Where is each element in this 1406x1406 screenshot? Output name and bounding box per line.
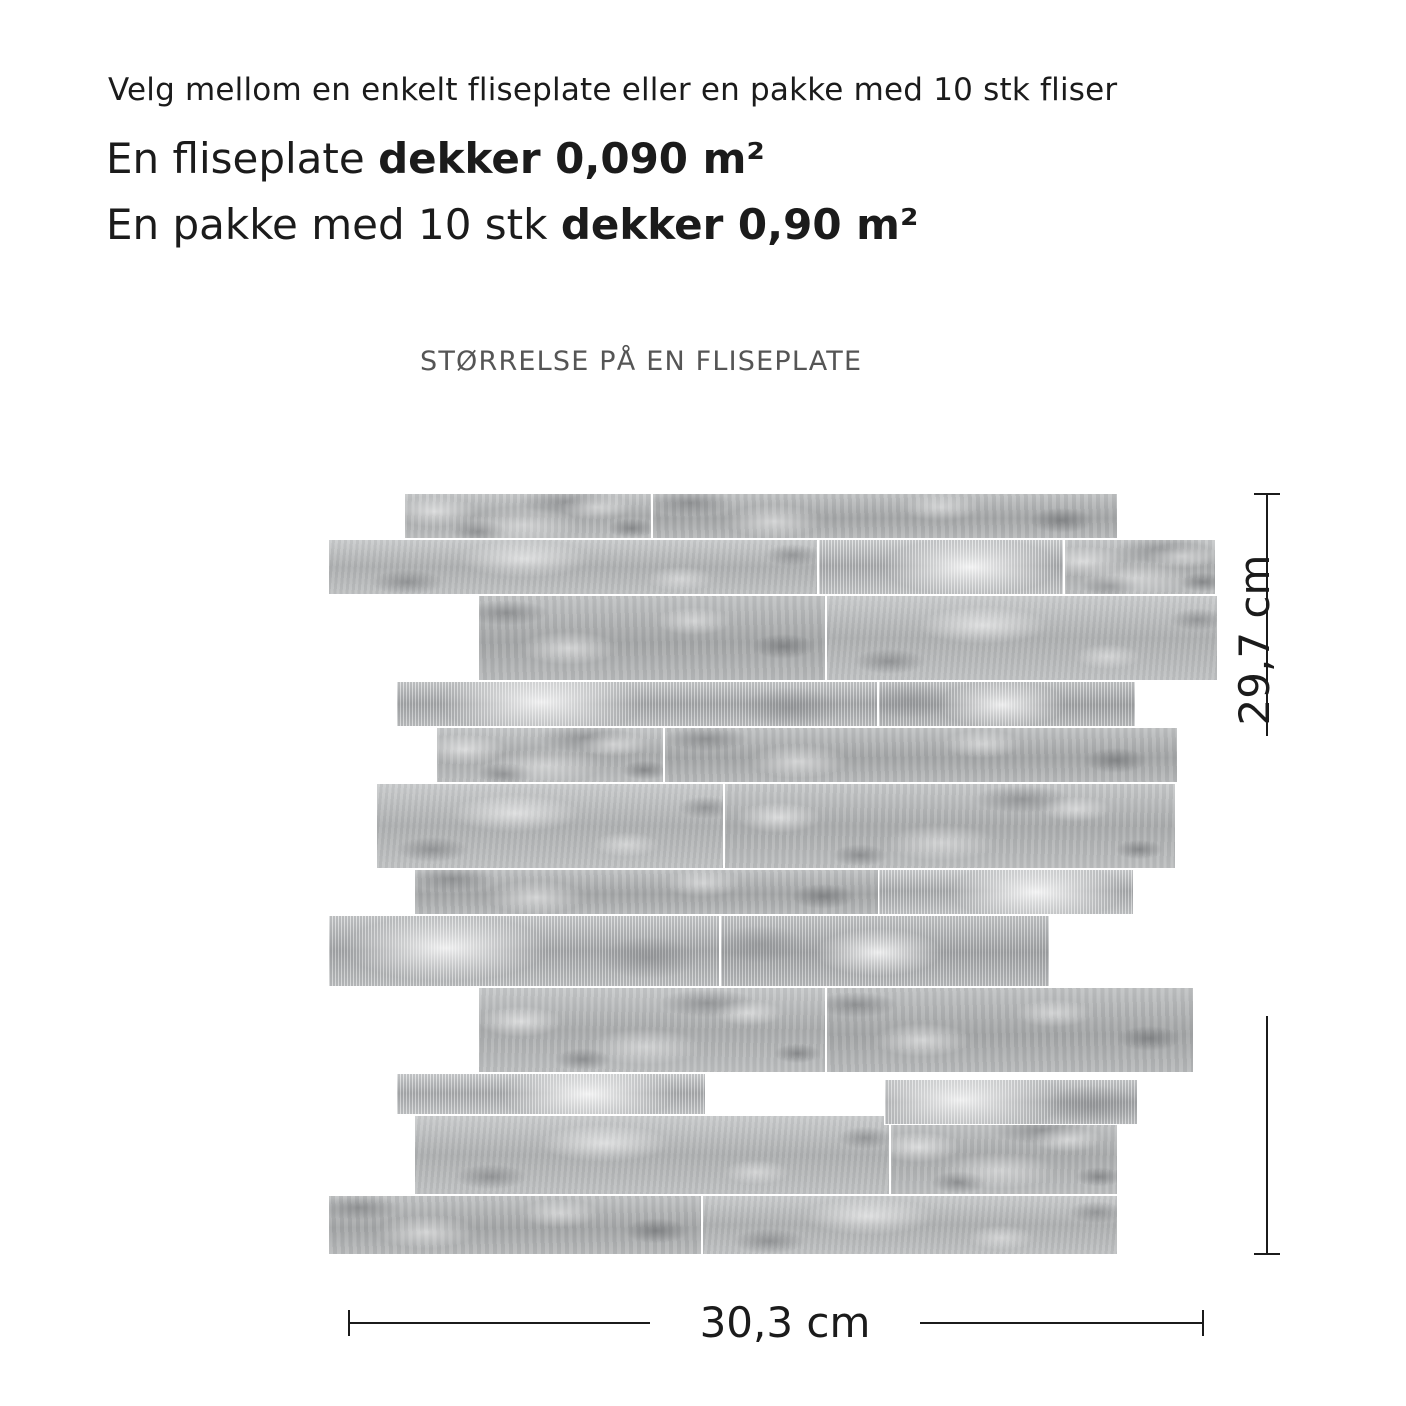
mosaic-tile <box>414 1115 890 1195</box>
mosaic-tile <box>396 1073 706 1115</box>
mosaic-tile <box>328 915 720 987</box>
pack-coverage-value: dekker 0,90 m² <box>560 200 919 249</box>
mosaic-tile <box>478 987 826 1073</box>
sheet-size-subtitle: STØRRELSE PÅ EN FLISEPLATE <box>420 346 863 377</box>
mosaic-tile <box>720 915 1050 987</box>
single-sheet-coverage-prefix: En fliseplate <box>106 134 379 183</box>
mosaic-tile <box>702 1195 1118 1255</box>
mosaic-tile <box>724 783 1176 869</box>
mosaic-tile <box>328 1195 702 1255</box>
single-sheet-coverage-value: dekker 0,090 m² <box>378 134 765 183</box>
mosaic-tile <box>826 595 1218 681</box>
mosaic-tile <box>890 1115 1118 1195</box>
mosaic-tile <box>878 869 1134 915</box>
mosaic-tile <box>396 681 878 727</box>
mosaic-tile <box>404 493 652 539</box>
mosaic-tile <box>884 1079 1138 1125</box>
mosaic-tile <box>818 539 1064 595</box>
mosaic-tile <box>328 539 818 595</box>
tile-sheet-illustration <box>318 493 1218 1255</box>
single-sheet-coverage-line <box>106 134 765 183</box>
pack-coverage-line <box>106 200 918 249</box>
mosaic-tile <box>376 783 724 869</box>
mosaic-tile <box>652 493 1118 539</box>
width-dimension-label: 30,3 cm <box>699 1298 871 1347</box>
mosaic-tile <box>826 987 1194 1073</box>
mosaic-tile <box>664 727 1178 783</box>
mosaic-tile <box>478 595 826 681</box>
height-dimension-label-gap <box>1254 736 1280 1016</box>
pack-coverage-prefix: En pakke med 10 stk <box>106 200 561 249</box>
mosaic-tile <box>414 869 880 915</box>
mosaic-tile <box>436 727 664 783</box>
height-dimension-label: 29,7 cm <box>1230 554 1279 726</box>
intro-text: Velg mellom en enkelt fliseplate eller en pakke med 10 stk fliser <box>108 72 1118 108</box>
mosaic-tile <box>878 681 1136 727</box>
mosaic-tile <box>1064 539 1216 595</box>
